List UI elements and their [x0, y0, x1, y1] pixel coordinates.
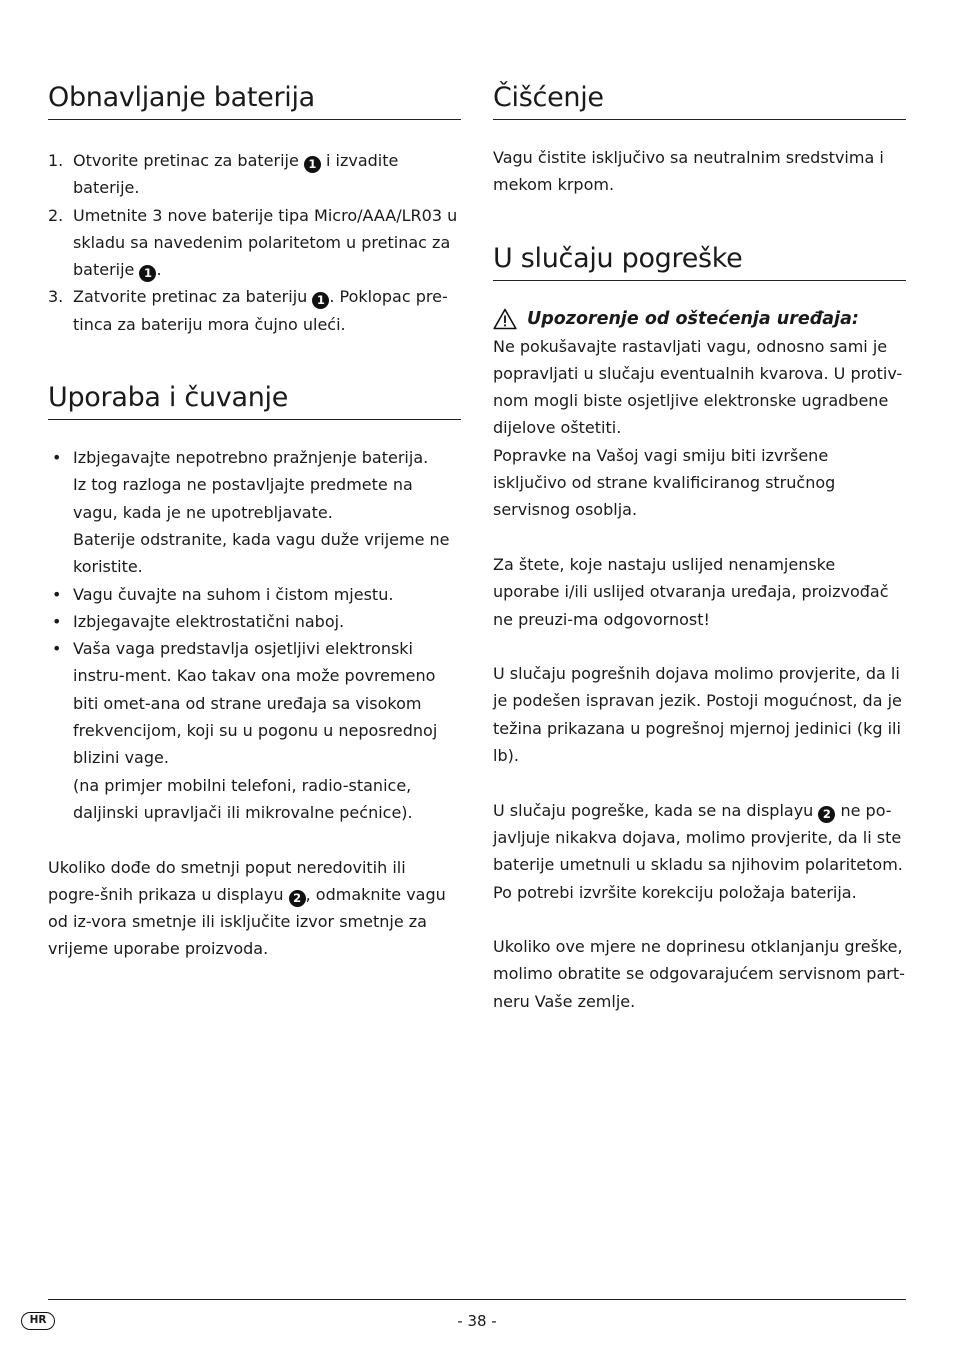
step-text-end: . Poklopac pre-tinca za bateriju mora čujno uleći.: [73, 287, 448, 334]
callout-2-badge: 2: [818, 806, 835, 823]
list-item: [48, 147, 461, 202]
bullet-mark: •: [52, 448, 62, 468]
footer-divider: [48, 1299, 906, 1300]
warning-paragraph-1: Ne pokušavajte rastavljati vagu, odnosno sami je popravljati u slučaju eventualnih kvarova. U protiv-nom mogli biste osjetljive elektronske ugradbene dijelove oštetiti.: [493, 336, 903, 438]
list-item: [48, 635, 461, 826]
step-text-end: i izvadite baterije.: [73, 151, 399, 198]
step-text-end: .: [156, 260, 162, 280]
bullet-line: (na primjer mobilni telefoni, radio-stanice, daljinski upravljači ili mikrovalne pećnice).: [73, 775, 413, 822]
language-badge: HR: [21, 1312, 55, 1330]
battery-steps-list: [48, 147, 461, 338]
section-title-cleaning: Čišćenje: [493, 78, 906, 120]
callout-1-badge: 1: [139, 265, 156, 282]
warning-triangle-icon: [493, 308, 517, 330]
bullet-line: Iz tog razloga ne postavljajte predmete na vagu, kada je ne upotrebljavate.: [73, 475, 413, 522]
step-text: Otvorite pretinac za baterije: [73, 151, 304, 170]
step-text: Umetnite 3 nove baterije tipa Micro/AAA/LR03 u skladu sa navedenim polaritetom u pretinac za baterije: [73, 205, 458, 280]
callout-1-badge: 1: [312, 292, 329, 309]
paragraph-text-end: , odmaknite vagu od iz-vora smetnje ili isključite izvor smetnje za vrijeme uporabe proizvoda.: [48, 884, 446, 959]
bullet-line: Vagu čuvajte na suhom i čistom mjestu.: [73, 584, 394, 604]
step-number: 1.: [48, 151, 64, 170]
list-item: [48, 581, 461, 608]
liability-paragraph: Za štete, koje nastaju uslijed nenamjenske uporabe i/ili uslijed otvaranja uređaja, proizvođač ne preuzi-ma odgovornost!: [493, 554, 889, 629]
cleaning-paragraph: Vagu čistite isključivo sa neutralnim sredstvima i mekom krpom.: [493, 148, 884, 195]
list-item: [48, 283, 461, 338]
callout-1-badge: 1: [304, 156, 321, 173]
callout-2-badge: 2: [289, 890, 306, 907]
warning-paragraph-2: Popravke na Vašoj vagi smiju biti izvršene isključivo od strane kvalificiranog stručnog servisnog osoblja.: [493, 445, 836, 520]
left-column: [48, 78, 461, 963]
warning-heading: [493, 306, 906, 333]
list-item: [48, 444, 461, 580]
display-check-paragraph: [493, 797, 906, 906]
paragraph-text: U slučaju pogreške, kada se na displayu: [493, 800, 819, 820]
bullet-mark: •: [52, 639, 62, 659]
bullet-line: Izbjegavajte nepotrebno pražnjenje baterija.: [73, 448, 429, 468]
paragraph-text-end: ne po-javljuje nikakva dojava, molimo provjerite, da li ste baterije umetnuli u skladu sa njihovim polaritetom. Po potrebi izvršite korekciju položaja baterija.: [493, 800, 903, 902]
usage-bullets-list: [48, 444, 461, 826]
bullet-mark: •: [52, 611, 62, 631]
bullet-line: Baterije odstranite, kada vagu duže vrijeme ne koristite.: [73, 529, 450, 577]
service-partner-paragraph: Ukoliko ove mjere ne doprinesu otklanjanju greške, molimo obratite se odgovarajućem servisnom part-neru Vaše zemlje.: [493, 937, 905, 1011]
section-title-use-and-storage: Uporaba i čuvanje: [48, 378, 461, 420]
warning-title: Upozorenje od oštećenja uređaja:: [527, 308, 859, 329]
step-text: Zatvorite pretinac za bateriju: [73, 287, 313, 307]
section-title-troubleshooting: U slučaju pogreške: [493, 239, 906, 281]
bullet-line: Vaša vaga predstavlja osjetljivi elektronski instru-ment. Kao takav ona može povremeno biti omet-ana od strane uređaja sa visokom frekvencijom, koji su u pogonu u neposrednoj blizini vage.: [73, 639, 438, 768]
page-number: - 38 -: [457, 1312, 497, 1330]
section-title-battery-replacement: Obnavljanje baterija: [48, 78, 461, 120]
step-number: 2.: [48, 205, 64, 225]
interference-paragraph: [48, 854, 461, 963]
paragraph-text: Ukoliko dođe do smetnji poput neredovitih ili pogre-šnih prikaza u displayu: [48, 857, 406, 904]
bullet-line: Izbjegavajte elektrostatični naboj.: [73, 611, 345, 631]
list-item: [48, 608, 461, 635]
list-item: [48, 202, 461, 284]
language-check-paragraph: U slučaju pogrešnih dojava molimo provjerite, da li je podešen ispravan jezik. Postoji mogućnost, da je težina prikazana u pogrešnoj mjernoj jedinici (kg ili lb).: [493, 664, 902, 766]
right-column: [493, 78, 906, 1015]
bullet-mark: •: [52, 584, 62, 604]
step-number: 3.: [48, 287, 64, 307]
